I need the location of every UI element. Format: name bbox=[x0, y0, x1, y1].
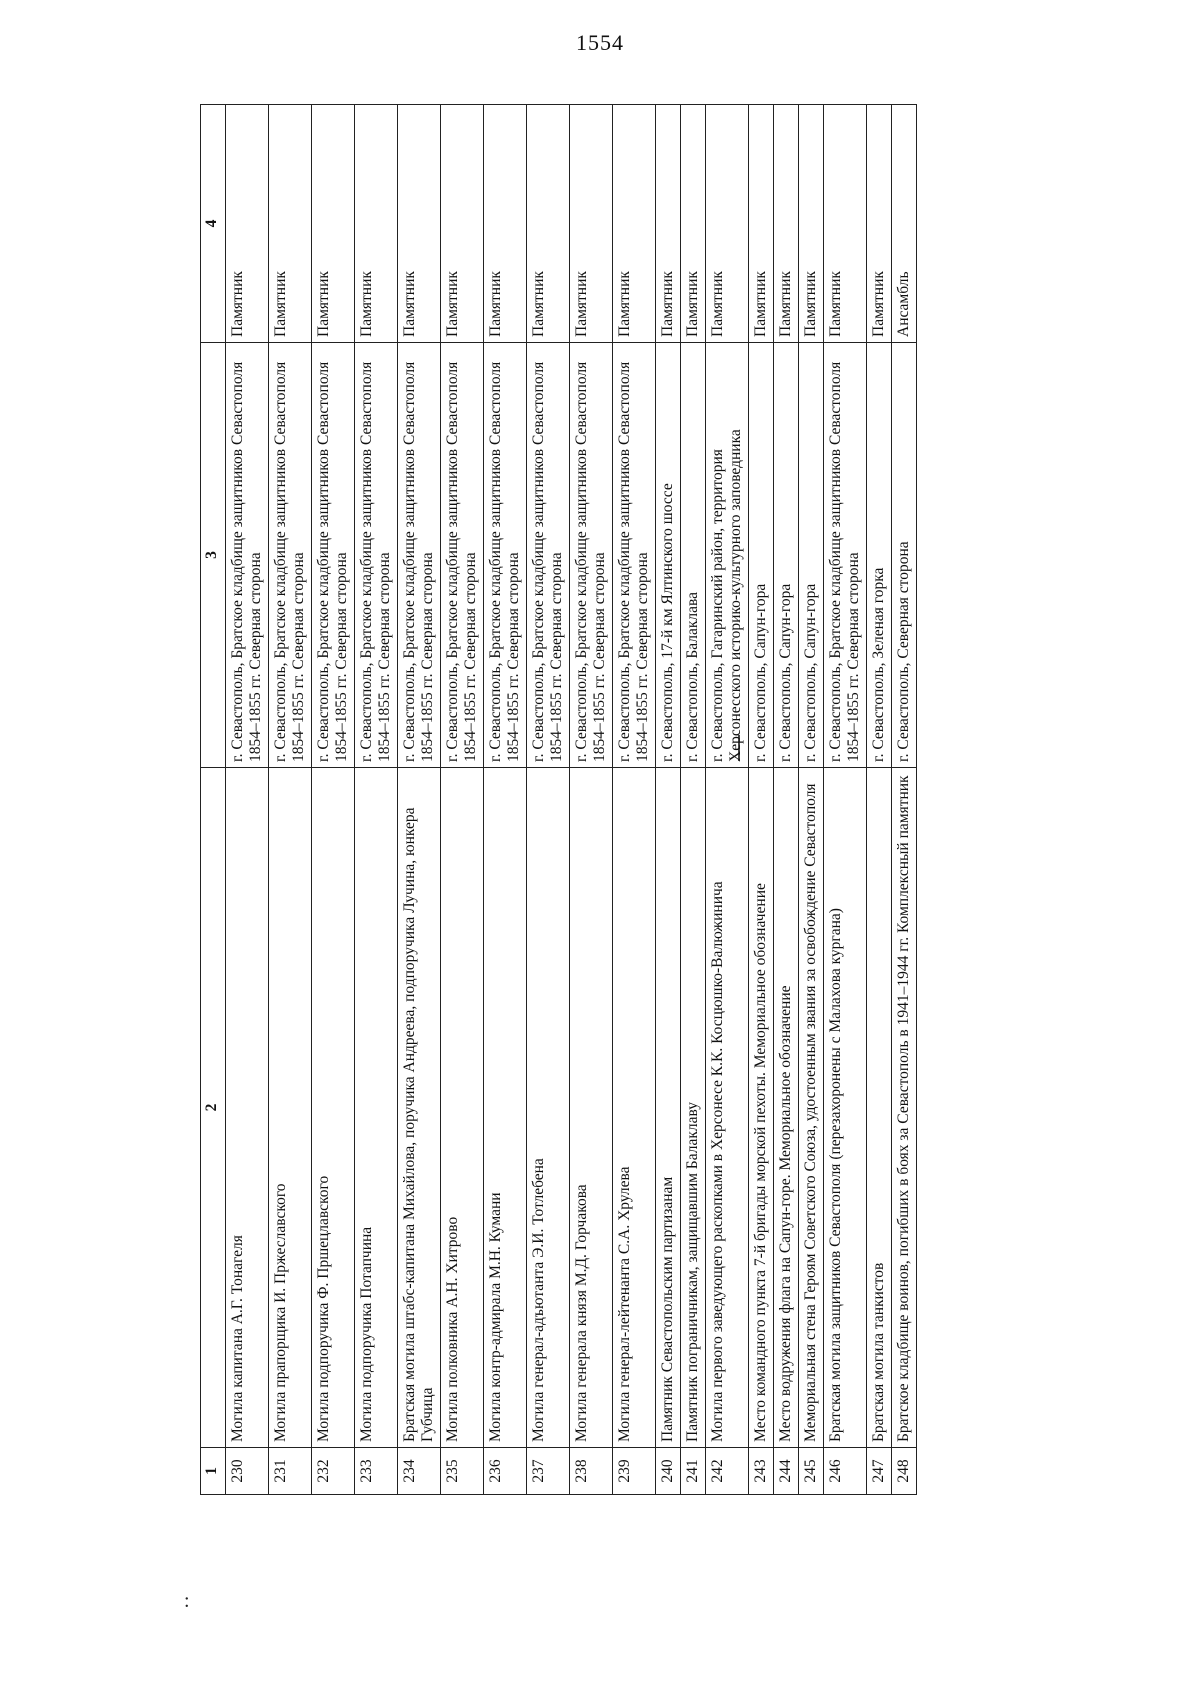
object-location: г. Севастополь, Братское кладбище защитников Севастополя 1854–1855 гг. Северная сторона bbox=[484, 343, 527, 768]
row-number: 243 bbox=[749, 1448, 774, 1495]
column-header-number: 1 bbox=[201, 1448, 226, 1495]
table-row bbox=[527, 105, 570, 1495]
object-type: Памятник bbox=[226, 105, 269, 343]
object-location: г. Севастополь, Зеленая горка bbox=[867, 343, 892, 768]
row-number: 235 bbox=[441, 1448, 484, 1495]
object-name: Могила генерала князя М.Д. Горчакова bbox=[570, 768, 613, 1448]
table-row bbox=[892, 105, 917, 1495]
table-row bbox=[656, 105, 681, 1495]
row-number: 239 bbox=[613, 1448, 656, 1495]
object-type: Памятник bbox=[527, 105, 570, 343]
object-location: г. Севастополь, Сапун-гора bbox=[799, 343, 824, 768]
object-location: г. Севастополь, Братское кладбище защитников Севастополя 1854–1855 гг. Северная сторона bbox=[441, 343, 484, 768]
table-row bbox=[312, 105, 355, 1495]
object-name: Могила контр-адмирала М.Н. Кумани bbox=[484, 768, 527, 1448]
object-name: Могила прапорщика И. Пржеславского bbox=[269, 768, 312, 1448]
object-name: Могила генерал-адъютанта Э.И. Тотлебена bbox=[527, 768, 570, 1448]
object-location: г. Севастополь, Сапун-гора bbox=[749, 343, 774, 768]
object-name: Место водружения флага на Сапун-горе. Мемориальное обозначение bbox=[774, 768, 799, 1448]
object-location: г. Севастополь, Балаклава bbox=[681, 343, 706, 768]
object-location: г. Севастополь, Братское кладбище защитников Севастополя 1854–1855 гг. Северная сторона bbox=[355, 343, 398, 768]
table-row bbox=[613, 105, 656, 1495]
table-row bbox=[824, 105, 867, 1495]
object-name: Братская могила защитников Севастополя (перезахоронены с Малахова кургана) bbox=[824, 768, 867, 1448]
row-number: 233 bbox=[355, 1448, 398, 1495]
object-type: Памятник bbox=[312, 105, 355, 343]
object-name: Памятник Севастопольским партизанам bbox=[656, 768, 681, 1448]
object-type: Ансамбль bbox=[892, 105, 917, 343]
table-row bbox=[570, 105, 613, 1495]
row-number: 238 bbox=[570, 1448, 613, 1495]
object-name: Братская могила штабс-капитана Михайлова, поручика Андреева, подпоручика Лучина, юнкера Губчица bbox=[398, 768, 441, 1448]
object-type: Памятник bbox=[269, 105, 312, 343]
object-location: г. Севастополь, Братское кладбище защитников Севастополя 1854–1855 гг. Северная сторона bbox=[570, 343, 613, 768]
table-row bbox=[398, 105, 441, 1495]
row-number: 237 bbox=[527, 1448, 570, 1495]
object-location: г. Севастополь, Братское кладбище защитников Севастополя 1854–1855 гг. Северная сторона bbox=[312, 343, 355, 768]
object-name: Братская могила танкистов bbox=[867, 768, 892, 1448]
row-number: 242 bbox=[706, 1448, 749, 1495]
table-row bbox=[867, 105, 892, 1495]
object-location: г. Севастополь, Братское кладбище защитников Севастополя 1854–1855 гг. Северная сторона bbox=[269, 343, 312, 768]
object-location: г. Севастополь, Братское кладбище защитников Севастополя 1854–1855 гг. Северная сторона bbox=[824, 343, 867, 768]
object-location: г. Севастополь, Северная сторона bbox=[892, 343, 917, 768]
table-row bbox=[484, 105, 527, 1495]
object-name: Могила полковника А.Н. Хитрово bbox=[441, 768, 484, 1448]
object-type: Памятник bbox=[484, 105, 527, 343]
table-row bbox=[799, 105, 824, 1495]
row-number: 236 bbox=[484, 1448, 527, 1495]
object-type: Памятник bbox=[398, 105, 441, 343]
object-location: г. Севастополь, Братское кладбище защитников Севастополя 1854–1855 гг. Северная сторона bbox=[398, 343, 441, 768]
object-location: г. Севастополь, Братское кладбище защитников Севастополя 1854–1855 гг. Северная сторона bbox=[226, 343, 269, 768]
object-name: Могила первого заведующего раскопками в Херсонесе К.К. Косцюшко-Валюжинича bbox=[706, 768, 749, 1448]
row-number: 240 bbox=[656, 1448, 681, 1495]
object-type: Памятник bbox=[799, 105, 824, 343]
column-header-type: 4 bbox=[201, 105, 226, 343]
object-type: Памятник bbox=[749, 105, 774, 343]
object-type: Памятник bbox=[355, 105, 398, 343]
row-number: 231 bbox=[269, 1448, 312, 1495]
object-location: г. Севастополь, Братское кладбище защитников Севастополя 1854–1855 гг. Северная сторона bbox=[613, 343, 656, 768]
object-type: Памятник bbox=[774, 105, 799, 343]
object-type: Памятник bbox=[613, 105, 656, 343]
table-row bbox=[681, 105, 706, 1495]
page-number: 1554 bbox=[576, 30, 624, 55]
table-row bbox=[269, 105, 312, 1495]
object-type: Памятник bbox=[570, 105, 613, 343]
object-type: Памятник bbox=[867, 105, 892, 343]
row-number: 244 bbox=[774, 1448, 799, 1495]
row-number: 247 bbox=[867, 1448, 892, 1495]
table-row bbox=[226, 105, 269, 1495]
table-row bbox=[441, 105, 484, 1495]
object-name: Место командного пункта 7-й бригады морской пехоты. Мемориальное обозначение bbox=[749, 768, 774, 1448]
object-type: Памятник bbox=[656, 105, 681, 343]
object-type: Памятник bbox=[681, 105, 706, 343]
object-name: Могила капитана А.Г. Тонагеля bbox=[226, 768, 269, 1448]
table-row bbox=[355, 105, 398, 1495]
column-header-location: 3 bbox=[201, 343, 226, 768]
object-location: г. Севастополь, Братское кладбище защитников Севастополя 1854–1855 гг. Северная сторона bbox=[527, 343, 570, 768]
object-name: Могила генерал-лейтенанта С.А. Хрулева bbox=[613, 768, 656, 1448]
table-row bbox=[774, 105, 799, 1495]
object-name: Братское кладбище воинов, погибших в боях за Севастополь в 1941–1944 гг. Комплексный памятник bbox=[892, 768, 917, 1448]
object-location: г. Севастополь, Гагаринский район, территория Херсонесского историко-культурного заповедника bbox=[706, 343, 749, 768]
object-name: Памятник пограничникам, защищавшим Балаклаву bbox=[681, 768, 706, 1448]
table-row bbox=[706, 105, 749, 1495]
object-location: г. Севастополь, Сапун-гора bbox=[774, 343, 799, 768]
object-name: Могила подпоручика Потапчина bbox=[355, 768, 398, 1448]
object-type: Памятник bbox=[824, 105, 867, 343]
column-header-name: 2 bbox=[201, 768, 226, 1448]
margin-mark: : bbox=[184, 1590, 190, 1612]
registry-table-frame bbox=[200, 105, 1130, 1495]
row-number: 246 bbox=[824, 1448, 867, 1495]
row-number: 241 bbox=[681, 1448, 706, 1495]
table-body bbox=[226, 105, 917, 1495]
row-number: 248 bbox=[892, 1448, 917, 1495]
row-number: 245 bbox=[799, 1448, 824, 1495]
registry-table bbox=[200, 104, 917, 1495]
object-type: Памятник bbox=[706, 105, 749, 343]
table-header-row bbox=[201, 105, 226, 1495]
object-name: Могила подпоручика Ф. Пршецлавского bbox=[312, 768, 355, 1448]
row-number: 230 bbox=[226, 1448, 269, 1495]
table-row bbox=[749, 105, 774, 1495]
object-type: Памятник bbox=[441, 105, 484, 343]
object-name: Мемориальная стена Героям Советского Союза, удостоенным звания за освобождение Севастополя bbox=[799, 768, 824, 1448]
row-number: 234 bbox=[398, 1448, 441, 1495]
object-location: г. Севастополь, 17-й км Ялтинского шоссе bbox=[656, 343, 681, 768]
row-number: 232 bbox=[312, 1448, 355, 1495]
